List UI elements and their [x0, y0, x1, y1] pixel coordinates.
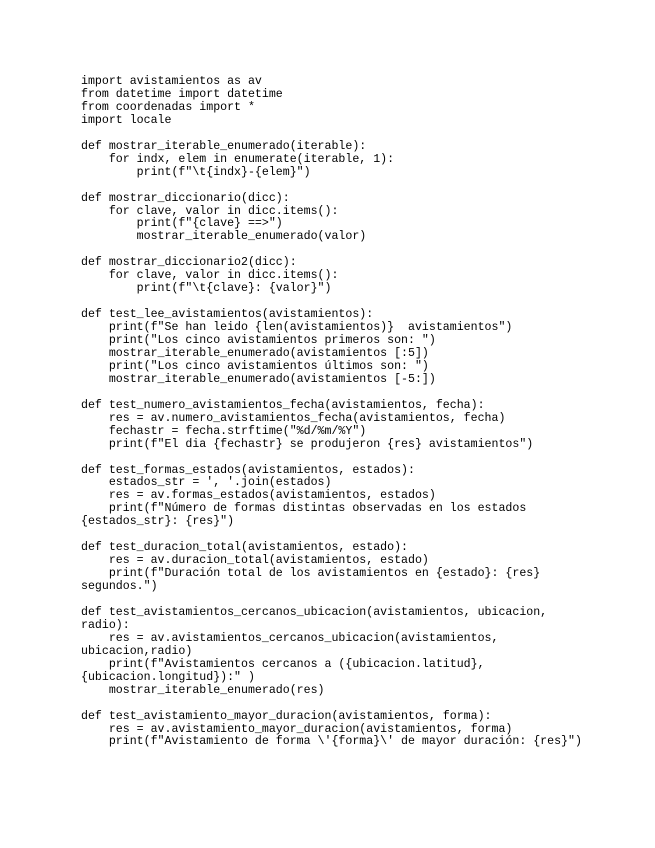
- code-line: print(f"El dia {fechastr} se produjeron {res} avistamientos"): [81, 437, 534, 451]
- code-line: print(f"Se han leido {len(avistamientos)} avistamientos"): [81, 321, 513, 335]
- code-line: fechastr = fecha.strftime("%d/%m/%Y"): [81, 424, 367, 438]
- code-line: estados_str = ', '.join(estados): [81, 476, 332, 490]
- code-line: def test_avistamiento_mayor_duracion(avistamientos, forma):: [81, 709, 492, 723]
- code-line: mostrar_iterable_enumerado(avistamientos [:5]): [81, 346, 429, 360]
- code-line: {ubicacion.longitud}):" ): [81, 670, 255, 684]
- code-line: mostrar_iterable_enumerado(avistamientos [-5:]): [81, 372, 436, 386]
- code-line: def test_avistamientos_cercanos_ubicacion(avistamientos, ubicacion,: [81, 605, 548, 619]
- code-line: [81, 387, 582, 400]
- code-line: print(f"\t{clave}: {valor}"): [81, 282, 332, 296]
- code-line: print(f"Avistamientos cercanos a ({ubicacion.latitud},: [81, 657, 485, 671]
- code-line: def mostrar_iterable_enumerado(iterable):: [81, 139, 367, 153]
- code-line: for clave, valor in dicc.items():: [81, 269, 339, 283]
- code-line: res = av.numero_avistamientos_fecha(avistamientos, fecha): [81, 411, 506, 425]
- code-line: def test_formas_estados(avistamientos, estados):: [81, 463, 415, 477]
- code-listing: [81, 76, 582, 749]
- code-line: print(f"Número de formas distintas observadas en los estados: [81, 502, 527, 516]
- code-line: print(f"Duración total de los avistamientos en {estado}: {res}: [81, 567, 541, 581]
- code-line: [81, 128, 582, 141]
- code-line: mostrar_iterable_enumerado(res): [81, 683, 325, 697]
- code-line: ubicacion,radio): [81, 644, 193, 658]
- code-line: res = av.avistamientos_cercanos_ubicacion(avistamientos,: [81, 631, 499, 645]
- code-line: def mostrar_diccionario(dicc):: [81, 191, 290, 205]
- code-line: radio):: [81, 618, 130, 632]
- code-line: mostrar_iterable_enumerado(valor): [81, 230, 367, 244]
- code-line: def test_lee_avistamientos(avistamientos):: [81, 308, 374, 322]
- code-line: {estados_str}: {res}"): [81, 515, 235, 529]
- code-line: [81, 452, 582, 465]
- code-line: def test_numero_avistamientos_fecha(avistamientos, fecha):: [81, 398, 485, 412]
- code-line: res = av.duracion_total(avistamientos, estado): [81, 554, 429, 568]
- code-line: print("Los cinco avistamientos primeros son: "): [81, 334, 436, 347]
- code-line: from datetime import datetime: [81, 87, 283, 101]
- code-line: segundos."): [81, 580, 158, 594]
- code-line: [81, 698, 582, 711]
- code-line: from coordenadas import *: [81, 100, 255, 114]
- code-line: res = av.formas_estados(avistamientos, estados): [81, 489, 436, 503]
- code-line: def mostrar_diccionario2(dicc):: [81, 256, 297, 270]
- code-line: res = av.avistamiento_mayor_duracion(avistamientos, forma): [81, 722, 513, 736]
- code-line: import locale: [81, 113, 172, 127]
- code-line: for indx, elem in enumerate(iterable, 1):: [81, 152, 395, 166]
- code-line: print(f"{clave} ==>"): [81, 217, 283, 231]
- code-line: import avistamientos as av: [81, 75, 262, 88]
- code-line: print(f"Avistamiento de forma \'{forma}\' de mayor duración: {res}"): [81, 735, 582, 749]
- code-line: for clave, valor in dicc.items():: [81, 204, 339, 218]
- code-line: print("Los cinco avistamientos últimos son: "): [81, 359, 429, 373]
- code-line: print(f"\t{indx}-{elem}"): [81, 165, 311, 179]
- code-line: def test_duracion_total(avistamientos, estado):: [81, 541, 408, 555]
- code-line: [81, 594, 582, 607]
- code-line: [81, 180, 582, 193]
